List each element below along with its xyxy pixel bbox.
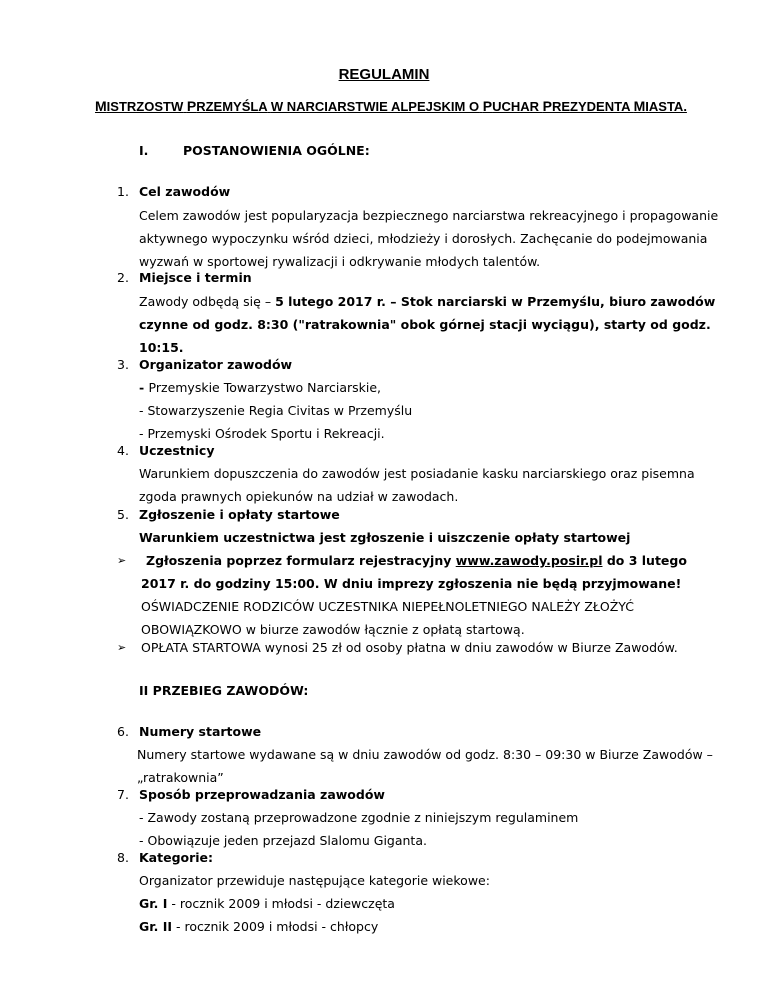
arrow-bullet-icon: ➢ — [117, 641, 127, 654]
item-text: - Zawody zostaną przeprowadzone zgodnie z niniejszym regulaminem — [139, 810, 579, 825]
item-heading: Numery startowe — [139, 724, 262, 739]
item-text: Warunkiem uczestnictwa jest zgłoszenie i uiszczenie opłaty startowej — [139, 530, 631, 545]
item-text: Organizator przewiduje następujące kategorie wiekowe: — [139, 873, 490, 888]
item-text: OPŁATA STARTOWA wynosi 25 zł od osoby płatna w dniu zawodów w Biurze Zawodów. — [141, 640, 678, 655]
item-text: aktywnego wypoczynku wśród dzieci, młodzieży i dorosłych. Zachęcanie do podejmowania — [139, 231, 708, 246]
item-text: Celem zawodów jest popularyzacja bezpiecznego narciarstwa rekreacyjnego i propagowanie — [139, 208, 719, 223]
item-number: 7. — [117, 787, 129, 802]
item-heading: Zgłoszenie i opłaty startowe — [139, 507, 340, 522]
section-heading: II PRZEBIEG ZAWODÓW: — [139, 683, 309, 698]
item-text: zgoda prawnych opiekunów na udział w zawodach. — [139, 489, 459, 504]
page-title: REGULAMIN — [338, 66, 430, 83]
item-number: 5. — [117, 507, 129, 522]
item-number: 8. — [117, 850, 129, 865]
category-line: Gr. I - rocznik 2009 i młodsi - dziewczęta — [139, 896, 395, 911]
item-text: Zawody odbędą się – 5 lutego 2017 r. – Stok narciarski w Przemyślu, biuro zawodów — [139, 294, 716, 309]
item-text: 10:15. — [139, 340, 184, 355]
item-text: OBOWIĄZKOWO w biurze zawodów łącznie z opłatą startową. — [141, 622, 525, 637]
item-text: Warunkiem dopuszczenia do zawodów jest posiadanie kasku narciarskiego oraz pisemna — [139, 466, 695, 481]
section-numeral: I. — [139, 143, 149, 158]
item-number: 2. — [117, 270, 129, 285]
item-text: wyzwań w sportowej rywalizacji i odkrywanie młodych talentów. — [139, 254, 541, 269]
registration-link[interactable]: www.zawody.posir.pl — [455, 553, 603, 568]
item-text: - Przemyskie Towarzystwo Narciarskie, — [139, 380, 382, 395]
page-subtitle: MISTRZOSTW PRZEMYŚLA W NARCIARSTWIE ALPEJSKIM O PUCHAR PREZYDENTA MIASTA. — [95, 98, 687, 114]
item-text: czynne od godz. 8:30 ("ratrakownia" obok górnej stacji wyciągu), starty od godz. — [139, 317, 711, 332]
item-heading: Organizator zawodów — [139, 357, 293, 372]
arrow-bullet-icon: ➢ — [117, 554, 127, 567]
section-heading: POSTANOWIENIA OGÓLNE: — [183, 143, 370, 158]
item-heading: Miejsce i termin — [139, 270, 252, 285]
category-line: Gr. II - rocznik 2009 i młodsi - chłopcy — [139, 919, 379, 934]
item-number: 1. — [117, 184, 129, 199]
item-text: OŚWIADCZENIE RODZICÓW UCZESTNIKA NIEPEŁNOLETNIEGO NALEŻY ZŁOŻYĆ — [141, 599, 634, 614]
item-number: 6. — [117, 724, 129, 739]
item-heading: Cel zawodów — [139, 184, 231, 199]
item-text: Numery startowe wydawane są w dniu zawodów od godz. 8:30 – 09:30 w Biurze Zawodów – — [137, 747, 713, 762]
item-heading: Sposób przeprowadzania zawodów — [139, 787, 385, 802]
item-number: 4. — [117, 443, 129, 458]
item-text: 2017 r. do godziny 15:00. W dniu imprezy zgłoszenia nie będą przyjmowane! — [141, 576, 682, 591]
item-text: „ratrakownia” — [137, 770, 224, 785]
item-text: - Stowarzyszenie Regia Civitas w Przemyślu — [139, 403, 413, 418]
item-number: 3. — [117, 357, 129, 372]
item-text: Zgłoszenia poprzez formularz rejestracyjny www.zawody.posir.pl do 3 lutego — [146, 553, 687, 568]
item-heading: Uczestnicy — [139, 443, 215, 458]
item-heading: Kategorie: — [139, 850, 214, 865]
item-text: - Przemyski Ośrodek Sportu i Rekreacji. — [139, 426, 385, 441]
item-text: - Obowiązuje jeden przejazd Slalomu Giganta. — [139, 833, 427, 848]
